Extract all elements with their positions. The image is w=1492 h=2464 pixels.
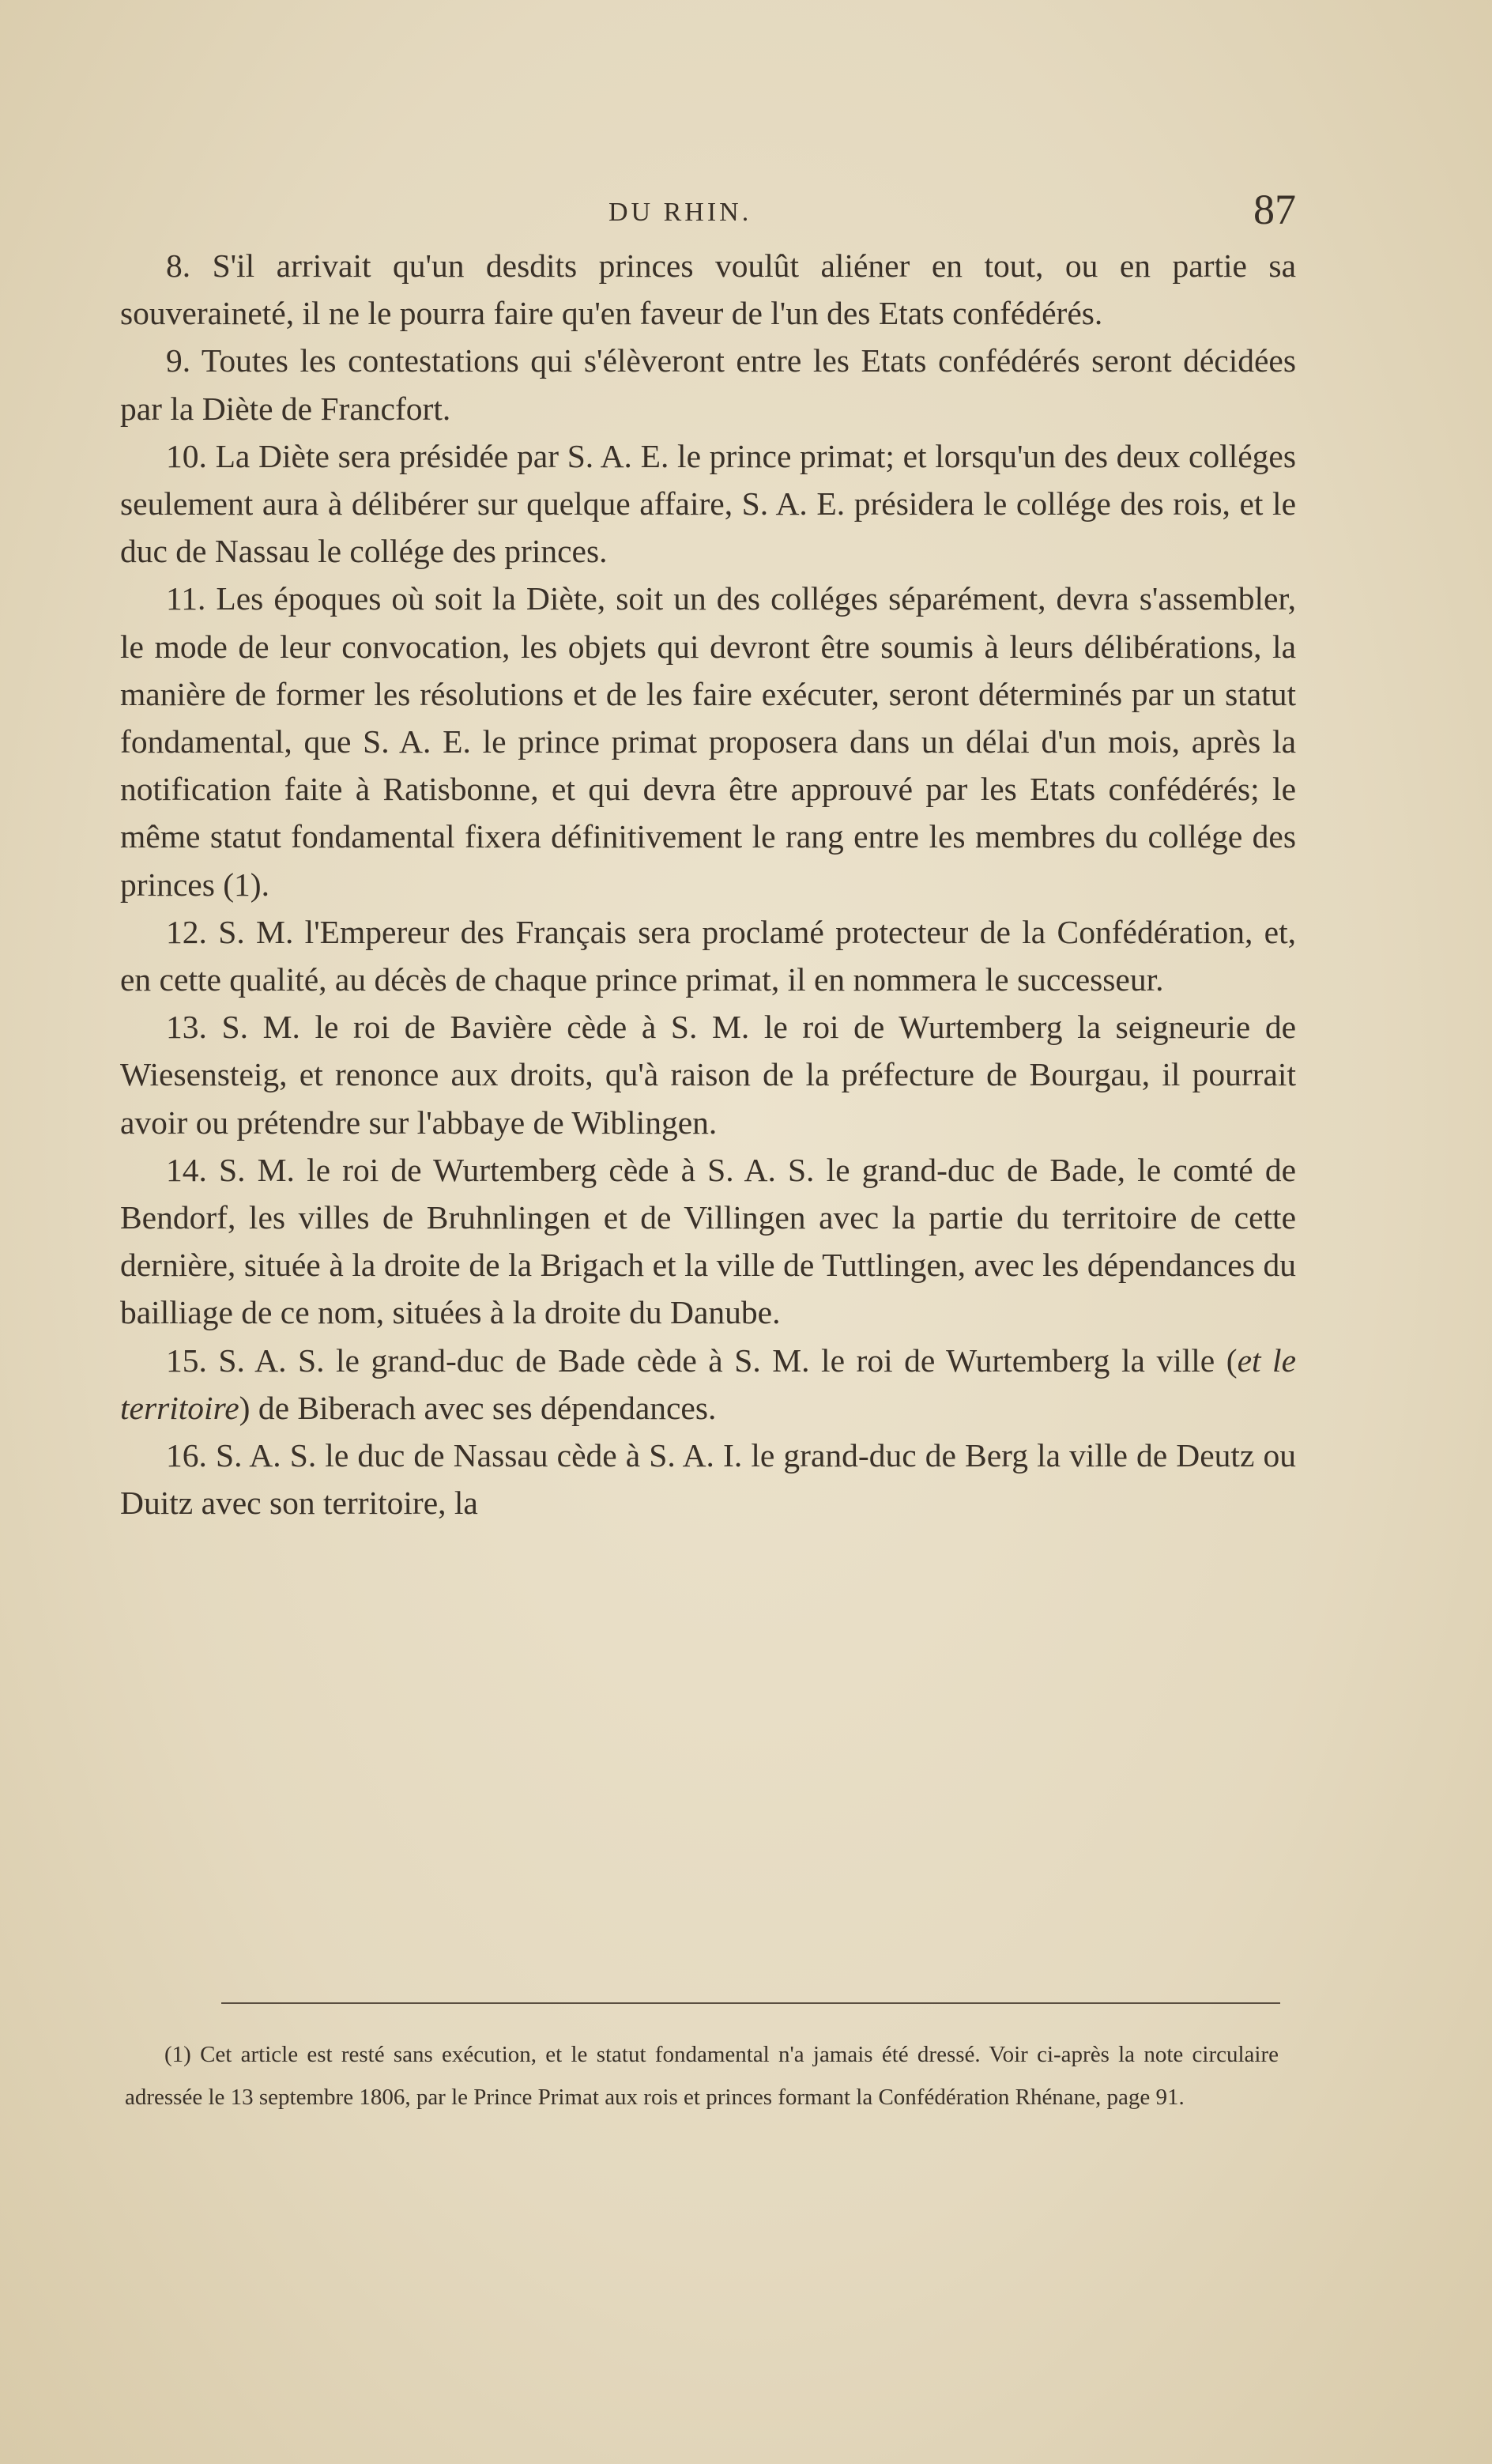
body-text: [120, 242, 1296, 1526]
page-number: 87: [1253, 186, 1296, 233]
article-12: [120, 908, 1296, 1003]
article-10: [120, 432, 1296, 575]
footnote-text: (1) Cet article est resté sans exécution, et le statut fondamental n'a jamais été dressé. Voir ci-après la note circulaire adressée le 13 septembre 1806, par le Prince Primat aux rois et princes formant la Confédération Rhénane, page 91.: [125, 2042, 1279, 2110]
article-number: 8.: [166, 247, 213, 284]
article-text: S. M. le roi de Wurtemberg cède à S. A. S. le grand-duc de Bade, le comté de Bendorf, les villes de Bruhnlingen et de Villingen avec la partie du territoire de cette dernière, située à la droite de la Brigach et la ville de Tuttlingen, avec les dépendances du bailliage de ce nom, situées à la droite du Danube.: [120, 1151, 1297, 1331]
running-head: DU RHIN.: [608, 198, 752, 227]
article-text: La Diète sera présidée par S. A. E. le prince primat; et lorsqu'un des deux colléges seulement aura à délibérer sur quelque affaire, S. A. E. présidera le collége des rois, et le duc de Nassau le collége des princes.: [120, 437, 1297, 570]
page-header: [119, 186, 1296, 237]
article-text: Les époques où soit la Diète, soit un des colléges séparément, devra s'assembler, le mode de leur convocation, les objets qui devront être soumis à leurs délibérations, la manière de former les résolutions et de les faire exécuter, seront déterminés par un statut fondamental, que S. A. E. le prince primat proposera dans un délai d'un mois, après la notification faite à Ratisbonne, et qui devra être approuvé par les Etats confédérés; le même statut fondamental fixera définitivement le rang entre les membres du collége des princes (1).: [120, 580, 1296, 903]
article-text: Toutes les contestations qui s'élèveront entre les Etats confédérés seront décidées par la Diète de Francfort.: [120, 342, 1296, 427]
article-number: 14.: [166, 1151, 220, 1188]
article-number: 9.: [166, 342, 202, 379]
article-16: [120, 1432, 1296, 1526]
article-text: S. A. S. le grand-duc de Bade cède à S. M. le roi de Wurtemberg la ville (: [218, 1341, 1238, 1379]
article-number: 10.: [166, 437, 216, 474]
article-15: [120, 1337, 1296, 1432]
article-8: [120, 242, 1296, 337]
article-number: 12.: [166, 913, 219, 950]
article-14: [120, 1146, 1296, 1337]
article-text: ) de Biberach avec ses dépendances.: [239, 1389, 717, 1426]
article-number: 16.: [166, 1437, 216, 1474]
article-9: [120, 337, 1296, 432]
article-text-italic: et le territoire: [120, 1341, 1296, 1426]
article-number: 13.: [166, 1009, 222, 1046]
article-number: 15.: [166, 1341, 219, 1379]
article-text: S. M. l'Empereur des Français sera proclamé protecteur de la Confédération, et, en cette qualité, au décès de chaque prince primat, il en nommera le successeur.: [120, 913, 1297, 998]
footnote-rule: [221, 2002, 1280, 2004]
article-text: S. A. S. le duc de Nassau cède à S. A. I. le grand-duc de Berg la ville de Deutz ou Duitz avec son territoire, la: [120, 1437, 1296, 1522]
article-text: S'il arrivait qu'un desdits princes voulût aliéner en tout, ou en partie sa souveraineté, il ne le pourra faire qu'en faveur de l'un des Etats confédérés.: [120, 247, 1297, 332]
footnote: [125, 2033, 1279, 2119]
article-number: 11.: [166, 580, 217, 617]
article-13: [120, 1003, 1296, 1146]
article-11: [120, 575, 1296, 907]
article-text: S. M. le roi de Bavière cède à S. M. le roi de Wurtemberg la seigneurie de Wiesensteig, et renonce aux droits, qu'à raison de la préfecture de Bourgau, il pourrait avoir ou prétendre sur l'abbaye de Wiblingen.: [120, 1009, 1296, 1141]
